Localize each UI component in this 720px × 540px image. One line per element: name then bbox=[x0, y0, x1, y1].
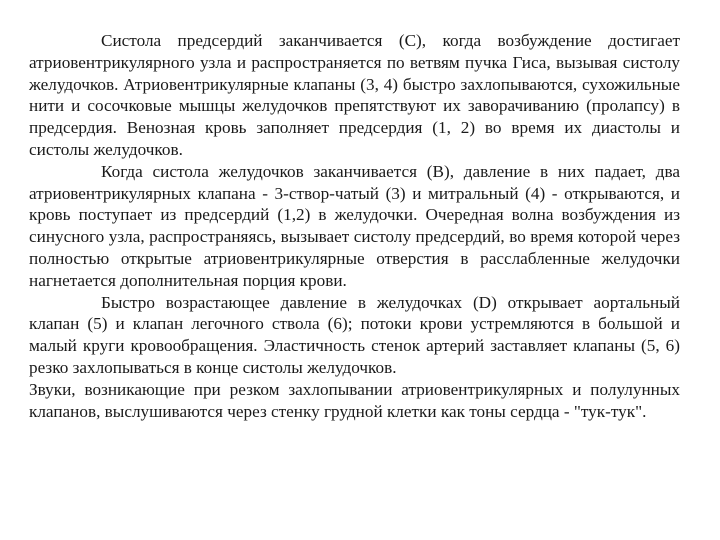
paragraph-ventricular-ejection: Быстро возрастающее давление в желудочках (D) открывает аортальный клапан (5) и клапан легочного ствола (6); потоки крови устремляются в большой и малый круги кровообращения. Эластичность стенок артерий заставляет клапаны (5, 6) резко захлопываться в конце систолы желудочков. bbox=[29, 292, 680, 377]
document-body bbox=[29, 30, 680, 422]
paragraph-ventricular-filling: Когда систола желудочков заканчивается (В), давление в них падает, два атриовентрикулярных клапана - 3-створ-чатый (3) и митральный (4) - открываются, и кровь поступает из предсердий (1,2) в желудочки. Очередная волна возбуждения из синусного узла, распространяясь, вызывает систолу предсердий, во время которой через полностью открытые атриовентрикулярные отверстия в расслабленные желудочки нагнетается дополнительная порция крови. bbox=[29, 161, 680, 290]
paragraph-heart-sounds: Звуки, возникающие при резком захлопывании атриовентрикулярных и полулунных клапанов, выслушиваются через стенку грудной клетки как тоны сердца - "тук-тук". bbox=[29, 379, 680, 421]
paragraph-atrial-systole: Систола предсердий заканчивается (С), когда возбуждение достигает атриовентрикулярного узла и распространяется по ветвям пучка Гиса, вызывая систолу желудочков. Атриовентрикулярные клапаны (3, 4) быстро захлопываются, сухожильные нити и сосочковые мышцы желудочков препятствуют их заворачиванию (пролапсу) в предсердия. Венозная кровь заполняет предсердия (1, 2) во время их диастолы и систолы желудочков. bbox=[29, 31, 680, 159]
